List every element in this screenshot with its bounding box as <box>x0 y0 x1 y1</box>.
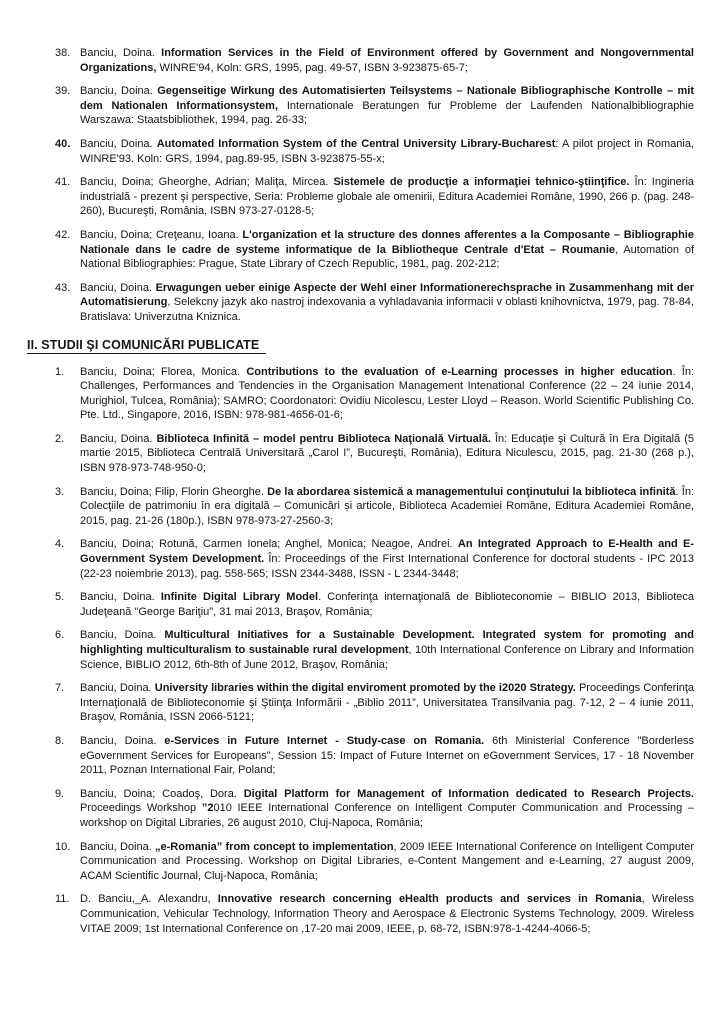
reference-number: 41. <box>55 176 71 189</box>
reference-number: 3. <box>55 485 65 498</box>
reference-item <box>55 281 694 325</box>
reference-text: Banciu, Doina. Biblioteca Infinită – model pentru Biblioteca Naţională Virtuală. În: Educaţie şi Cultură în Era Digitală (5 martie 2015, Biblioteca Centrală Universitară „Carol I”, Bucureşti, România), Editura Niculescu, 2015, pag. 21-30 (268 p.), ISBN 978-973-748-950-0; <box>80 432 694 475</box>
reference-item <box>55 84 694 128</box>
reference-text: Banciu, Doina; Coadoş, Dora. Digital Platform for Management of Information dedicated to Research Projects. Proceedings Workshop ”2010 IEEE International Conference on Intelligent Computer Communication and Processing – workshop on Digital Libraries, 26 august 2010, Cluj-Napoca, România; <box>80 787 694 829</box>
reference-number: 10. <box>55 840 71 853</box>
reference-number: 6. <box>55 629 65 642</box>
reference-item <box>55 590 694 619</box>
reference-item <box>55 46 694 75</box>
reference-number: 1. <box>55 365 65 378</box>
reference-number: 40. <box>55 137 71 150</box>
reference-number: 11. <box>55 893 70 906</box>
reference-text: Banciu, Doina. „e-Romania” from concept to implementation, 2009 IEEE International Conference on Intelligent Computer Communication and Processing. Workshop on Digital Libraries, e-Content Mangement and e-Learning, 27 august 2009, ACAM Scientific Journal, Cluj-Napoca, România; <box>80 840 695 882</box>
reference-number: 42. <box>55 228 71 241</box>
reference-number: 5. <box>55 591 65 604</box>
reference-text: D. Banciu,_A. Alexandru, Innovative research concerning eHealth products and services in Romania, Wireless Communication, Vehicular Technology, Information Theory and Aerospace & Electronic Systems Technology, 2009. Wireless VITAE 2009; 1st International Conference on ,17-20 mai 2009, IEEE, p. 68-72, ISBN:978-1-4244-4066-5; <box>80 893 694 935</box>
reference-item <box>55 485 694 529</box>
reference-number: 4. <box>55 538 65 551</box>
reference-text: Banciu, Doina. Automated Information System of the Central University Library-Bucharest: A pilot project in Romania, WINRE'93. Koln: GRS, 1994, pag.89-95, ISBN 3-923875-55-x; <box>80 137 694 165</box>
reference-item <box>55 787 694 831</box>
reference-number: 7. <box>55 682 65 695</box>
reference-text: Banciu, Doina; Gheorghe, Adrian; Maliţa, Mircea. Sistemele de producţie a informaţiei tehnico-ştiinţifice. În: Ingineria industrială - prezent şi perspective, Seria: Probleme globale ale omenirii, Editura Academiei Române, 1990, 266 p. (pag. 248-260), Bucureşti, România, ISBN 973-27-0128-5; <box>80 176 695 218</box>
reference-item <box>55 840 694 884</box>
reference-item <box>55 681 694 725</box>
reference-item <box>55 432 694 476</box>
reference-number: 2. <box>55 432 65 445</box>
reference-item <box>55 734 694 778</box>
reference-list-continued <box>27 46 694 325</box>
reference-number: 43. <box>55 281 71 294</box>
reference-item <box>55 892 694 936</box>
reference-text: Banciu, Doina. Gegenseitige Wirkung des Automatisierten Teilsystems – Nationale Bibliographische Kontrolle – mit dem Nationalen Informationsystem, Internationale Beratungen fur Probleme der Laufenden Nationalbibliographie Warszawa: Staatsbibliothek, 1994, pag. 26-33; <box>80 85 694 127</box>
reference-text: Banciu, Doina; Florea, Monica. Contributions to the evaluation of e-Learning processes in higher education. În: Challenges, Performances and Tendencies in the Organisation Management Intenational Conference (22 – 24 iunie 2014, Murighiol, Tulcea, România); SAMRO; Coordonatori: Ovidiu Nicolescu, Lester Lloyd – Reason. World Scientific Publishing Co. Pte. Ltd., Singapore, 2016, ISBN: 978-981-4656-01-6; <box>80 365 695 422</box>
reference-text: Banciu, Doina; Filip, Florin Gheorghe. De la abordarea sistemică a managementului conţinutului la biblioteca infinită. În: Colecţiile de patrimoniu în era digitală – Comunicări și articole, Biblioteca Academiei Române, Editura Academiei Române, 2015, pag. 21-26 (180p.), ISBN 978-973-27-2560-3; <box>80 485 694 527</box>
reference-list-studii-si-comunicari <box>27 365 694 937</box>
reference-text: Banciu, Doina. Erwagungen ueber einige Aspecte der Wehl einer Informationerechsprache in Zusammenhang mit der Automatisierung, Selekcny jazyk ako nastroj indexovania a vyhladavania informacii v oblasti knihovnictva, 1979, pag. 78-84, Bratislava: Univerzutna Kniznica. <box>80 281 694 323</box>
reference-text: Banciu, Doina; Rotună, Carmen Ionela; Anghel, Monica; Neagoe, Andrei. An Integrated Approach to E-Health and E-Government System Development. În: Proceedings of the First International Conference for doctoral students - IPC 2013 (22-23 noiembrie 2013), pag. 558-565; ISSN 2344-3488, ISSN - L 2344-3448; <box>80 538 694 580</box>
reference-item <box>55 137 694 166</box>
reference-item <box>55 537 694 581</box>
reference-item <box>55 365 694 423</box>
reference-item <box>55 175 694 219</box>
reference-item <box>55 628 694 672</box>
reference-text: Banciu, Doina. Infinite Digital Library Model. Conferinţa internaţională de Biblioteconomie – BIBLIO 2013, Biblioteca Judeţeană "George Bariţiu", 31 mai 2013, Braşov, România; <box>80 591 694 618</box>
section-heading-text: II. STUDII ŞI COMUNICĂRI PUBLICATE <box>27 338 266 354</box>
section-heading <box>27 338 694 354</box>
reference-number: 9. <box>55 787 65 800</box>
reference-text: Banciu, Doina. University libraries within the digital enviroment promoted by the i2020 Strategy. Proceedings Conferinţa Internaţională de Biblioteconomie şi Ştiinţa Informării - „Biblio 2011”, Universitatea Transilvania pag. 7-12, 2 – 4 iunie 2011, Braşov, România, ISSN 2066-5121; <box>80 682 695 724</box>
reference-text: Banciu, Doina; Creţeanu, Ioana. L'organization et la structure des donnes afferentes a la Composante – Bibliographie Nationale dans le cadre de systeme informatique de la Bibliotheque Centrale d'Etat – Roumanie, Automation of National Bibliographies: Prague, State Library of Czech Republic, 1981, pag. 202-212; <box>80 228 694 271</box>
reference-text: Banciu, Doina. Multicultural Initiatives for a Sustainable Development. Integrated system for promoting and highlighting multiculturalism to sustainable rural development, 10th International Conference on Library and Information Science, BIBLIO 2012, 6th-8th of June 2012, Braşov, România; <box>80 629 694 671</box>
reference-text: Banciu, Doina. e-Services in Future Internet - Study-case on Romania. 6th Ministerial Conference "Borderless eGovernment Services for Europeans", Session 15: Impact of Future Internet on eGovernment Services, 17 - 18 November 2011, Poznan International Fair, Poland; <box>80 734 694 777</box>
reference-number: 38. <box>55 47 71 59</box>
reference-number: 8. <box>55 734 65 747</box>
reference-item <box>55 228 694 272</box>
reference-text: Banciu, Doina. Information Services in the Field of Environment offered by Government and Nongovernmental Organizations, WINRE'94, Koln: GRS, 1995, pag. 49-57, ISBN 3-923875-65-7; <box>80 47 694 74</box>
reference-number: 39. <box>55 85 71 98</box>
